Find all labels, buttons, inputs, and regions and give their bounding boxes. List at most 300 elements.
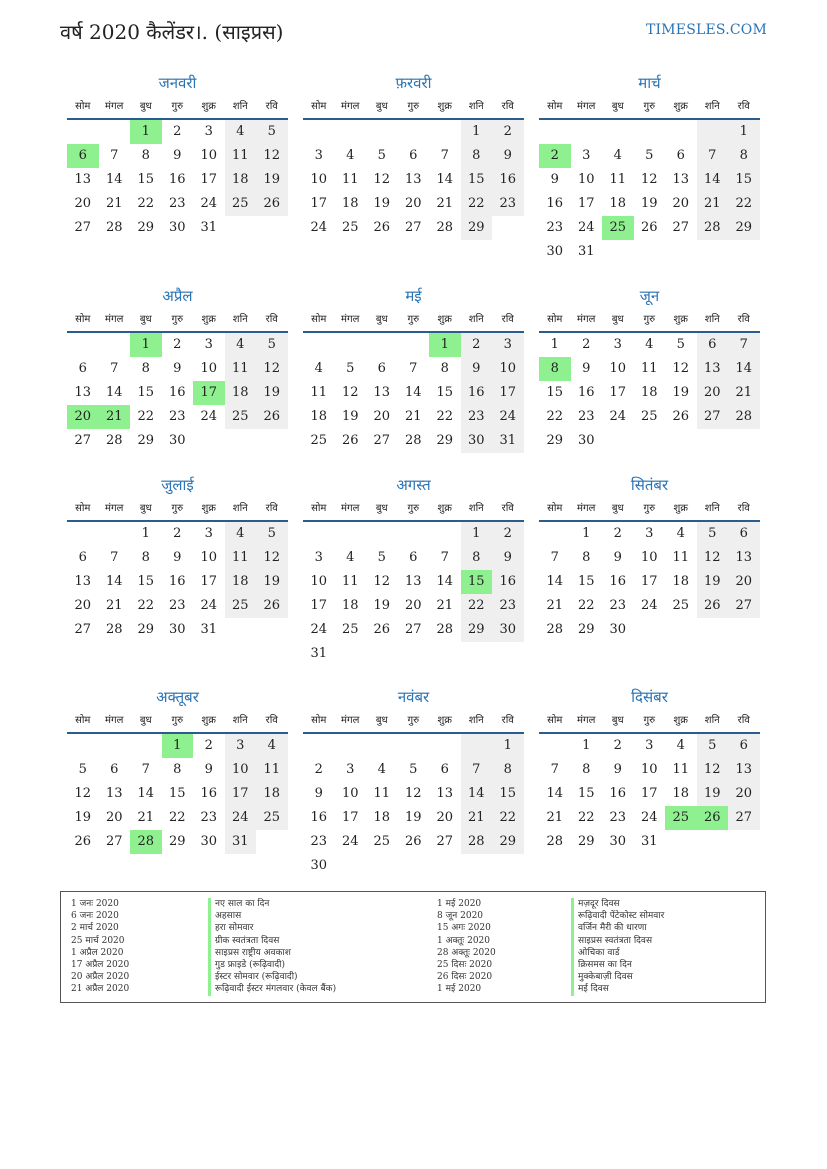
weekday-label: रवि	[265, 715, 278, 726]
day-cell: 12	[404, 786, 422, 801]
day-cell: 24	[225, 806, 257, 830]
day-cell: 28	[436, 622, 454, 637]
day-cell: 28	[105, 622, 123, 637]
day-cell: 24	[341, 834, 359, 849]
weekday-label: शनि	[704, 101, 720, 112]
day-cell: 31	[640, 834, 658, 849]
day-cell: 2	[492, 522, 524, 546]
day-cell: 6	[78, 550, 87, 565]
day-cell: 10	[310, 574, 328, 589]
day-cell: 6	[440, 762, 449, 777]
weekday-label: शनि	[704, 715, 720, 726]
day-cell: 28	[546, 834, 564, 849]
weekday-label: शनि	[468, 715, 484, 726]
day-empty	[366, 734, 398, 758]
day-cell: 5	[409, 762, 418, 777]
day-cell: 11	[310, 385, 328, 400]
day-cell: 11	[672, 550, 690, 565]
day-empty	[130, 734, 162, 758]
day-cell: 31	[200, 220, 218, 235]
legend-item: ईस्टर सोमवार (रूढ़िवादी)	[208, 971, 408, 983]
legend-item: साइप्रस स्वतंत्रता दिवस	[571, 935, 771, 947]
day-cell: 10	[492, 357, 524, 381]
day-cell-holiday: 26	[697, 806, 729, 830]
day-cell: 27	[74, 433, 92, 448]
day-cell: 16	[168, 385, 186, 400]
day-cell: 29	[137, 220, 155, 235]
day-cell: 16	[609, 786, 627, 801]
day-cell: 13	[74, 172, 92, 187]
weekday-label: मंगल	[341, 314, 360, 325]
day-cell: 13	[436, 786, 454, 801]
day-cell: 9	[461, 357, 493, 381]
day-cell: 10	[640, 762, 658, 777]
weekday-header	[303, 498, 524, 522]
day-cell: 29	[436, 433, 454, 448]
weekday-label: शुक्र	[437, 314, 452, 325]
holiday-legend	[60, 891, 766, 1003]
weekday-label: बुध	[139, 503, 152, 514]
day-cell: 20	[404, 196, 422, 211]
weekday-label: गुरु	[643, 314, 656, 325]
legend-item: मुक्केबाज़ी दिवस	[571, 971, 771, 983]
weekday-label: रवि	[737, 314, 750, 325]
weekday-label: गुरु	[643, 101, 656, 112]
day-cell: 13	[728, 546, 760, 570]
day-empty	[335, 120, 367, 144]
day-cell: 27	[373, 433, 391, 448]
day-cell: 30	[168, 220, 186, 235]
weekday-label: मंगल	[577, 101, 596, 112]
day-cell: 25	[225, 192, 257, 216]
day-cell: 14	[728, 357, 760, 381]
month-block	[303, 684, 524, 878]
legend-item: 26 दिसः 2020	[437, 972, 493, 983]
day-cell: 1	[492, 734, 524, 758]
day-cell: 15	[137, 172, 155, 187]
day-cell: 28	[461, 830, 493, 854]
day-cell: 26	[404, 834, 422, 849]
day-cell: 2	[173, 124, 182, 139]
day-cell: 24	[200, 598, 218, 613]
day-cell: 13	[74, 574, 92, 589]
day-cell: 3	[492, 333, 524, 357]
day-cell: 10	[577, 172, 595, 187]
day-empty	[429, 522, 461, 546]
weekday-label: शनि	[704, 314, 720, 325]
day-cell: 26	[256, 405, 288, 429]
day-cell: 2	[613, 526, 622, 541]
weekday-label: शुक्र	[201, 715, 216, 726]
day-cell: 9	[204, 762, 213, 777]
day-empty	[335, 522, 367, 546]
day-cell: 21	[546, 598, 564, 613]
weekday-label: रवि	[501, 314, 514, 325]
day-cell: 3	[582, 148, 591, 163]
weekday-label: बुध	[139, 314, 152, 325]
day-cell: 8	[582, 550, 591, 565]
day-empty	[429, 734, 461, 758]
legend-item: रूढ़िवादी पेंटेकोस्ट सोमवार	[571, 910, 771, 922]
month-name: मार्च	[638, 74, 661, 92]
day-empty	[303, 333, 335, 357]
day-cell: 27	[404, 622, 422, 637]
day-cell: 8	[141, 361, 150, 376]
day-empty	[539, 522, 571, 546]
day-cell: 14	[436, 574, 454, 589]
weekday-header	[303, 710, 524, 734]
day-cell: 18	[672, 574, 690, 589]
day-cell: 25	[225, 594, 257, 618]
day-cell-holiday: 1	[130, 120, 162, 144]
weekday-label: मंगल	[577, 715, 596, 726]
weekday-label: शुक्र	[437, 715, 452, 726]
day-cell: 12	[373, 574, 391, 589]
day-cell: 19	[672, 385, 690, 400]
weekday-label: शुक्र	[201, 503, 216, 514]
legend-item: नए साल का दिन	[208, 898, 408, 910]
day-cell: 8	[461, 546, 493, 570]
day-cell: 26	[697, 594, 729, 618]
weekday-label: गुरु	[171, 715, 184, 726]
day-cell: 23	[168, 196, 186, 211]
day-cell: 20	[74, 598, 92, 613]
day-cell: 21	[728, 381, 760, 405]
day-cell: 16	[609, 574, 627, 589]
day-cell: 24	[492, 405, 524, 429]
day-cell: 7	[440, 148, 449, 163]
day-cell: 16	[546, 196, 564, 211]
day-empty	[67, 120, 99, 144]
day-cell: 22	[137, 196, 155, 211]
day-cell: 20	[672, 196, 690, 211]
day-cell: 14	[461, 782, 493, 806]
day-cell: 27	[728, 594, 760, 618]
day-cell: 12	[256, 144, 288, 168]
day-cell: 12	[256, 357, 288, 381]
legend-item: 15 अगः 2020	[437, 923, 491, 934]
day-cell: 9	[173, 148, 182, 163]
day-cell: 7	[141, 762, 150, 777]
day-cell-holiday: 1	[429, 333, 461, 357]
day-cell: 19	[373, 598, 391, 613]
day-cell: 14	[105, 574, 123, 589]
day-cell: 4	[256, 734, 288, 758]
month-block	[303, 283, 524, 453]
day-cell: 10	[310, 172, 328, 187]
weekday-label: बुध	[139, 715, 152, 726]
month-block	[303, 70, 524, 240]
day-cell: 7	[697, 144, 729, 168]
day-cell: 3	[346, 762, 355, 777]
weekday-label: सोम	[547, 715, 563, 726]
month-name: जुलाई	[161, 476, 194, 494]
weekday-label: शनि	[704, 503, 720, 514]
day-grid	[539, 333, 760, 453]
day-empty	[67, 734, 99, 758]
day-cell: 15	[168, 786, 186, 801]
day-empty	[366, 522, 398, 546]
day-cell: 16	[168, 574, 186, 589]
day-cell: 11	[373, 786, 391, 801]
day-cell: 30	[577, 433, 595, 448]
day-cell: 1	[461, 120, 493, 144]
weekday-label: मंगल	[577, 503, 596, 514]
weekday-label: शुक्र	[437, 503, 452, 514]
day-cell: 17	[577, 196, 595, 211]
day-cell: 22	[168, 810, 186, 825]
day-cell: 4	[676, 526, 685, 541]
day-cell: 25	[640, 409, 658, 424]
day-cell: 6	[409, 550, 418, 565]
weekday-header	[303, 309, 524, 333]
weekday-label: सोम	[311, 101, 327, 112]
day-cell: 1	[582, 526, 591, 541]
day-grid	[303, 333, 524, 453]
weekday-header	[539, 309, 760, 333]
day-cell: 22	[461, 192, 493, 216]
day-cell: 29	[461, 216, 493, 240]
day-cell: 12	[640, 172, 658, 187]
day-cell: 29	[461, 618, 493, 642]
day-cell: 28	[697, 216, 729, 240]
day-cell: 11	[609, 172, 627, 187]
day-cell: 27	[105, 834, 123, 849]
day-cell: 30	[461, 429, 493, 453]
day-cell: 4	[225, 522, 257, 546]
day-cell: 8	[492, 758, 524, 782]
day-cell: 12	[341, 385, 359, 400]
day-cell: 3	[204, 337, 213, 352]
day-cell: 6	[409, 148, 418, 163]
site-link[interactable]: TIMESLES.COM	[646, 22, 767, 38]
day-cell: 19	[697, 570, 729, 594]
day-cell: 17	[609, 385, 627, 400]
day-cell: 4	[314, 361, 323, 376]
day-cell: 5	[645, 148, 654, 163]
weekday-label: रवि	[737, 715, 750, 726]
day-cell: 12	[697, 758, 729, 782]
day-grid	[67, 120, 288, 240]
day-cell: 4	[225, 120, 257, 144]
weekday-label: शुक्र	[673, 101, 688, 112]
day-cell: 8	[141, 148, 150, 163]
day-cell: 5	[377, 148, 386, 163]
legend-item: 25 दिसः 2020	[437, 959, 493, 970]
day-cell: 9	[550, 172, 559, 187]
day-cell: 15	[577, 786, 595, 801]
day-cell: 5	[256, 333, 288, 357]
day-cell: 28	[105, 220, 123, 235]
weekday-label: रवि	[265, 503, 278, 514]
month-name: मई	[405, 287, 422, 305]
day-cell: 22	[728, 192, 760, 216]
day-cell: 16	[168, 172, 186, 187]
day-cell: 25	[341, 220, 359, 235]
weekday-label: शुक्र	[673, 314, 688, 325]
day-cell: 26	[341, 433, 359, 448]
day-cell: 18	[373, 810, 391, 825]
day-cell: 10	[640, 550, 658, 565]
day-grid	[539, 522, 760, 642]
day-cell: 11	[672, 762, 690, 777]
day-cell: 14	[546, 786, 564, 801]
day-grid	[303, 522, 524, 666]
day-cell: 3	[613, 337, 622, 352]
day-cell: 29	[168, 834, 186, 849]
day-cell: 13	[672, 172, 690, 187]
month-block	[539, 472, 760, 642]
month-block	[67, 283, 288, 453]
weekday-label: रवि	[501, 715, 514, 726]
day-cell: 13	[373, 385, 391, 400]
page-title: वर्ष 2020 कैलेंडर।. (साइप्रस)	[60, 20, 284, 44]
day-cell: 23	[546, 220, 564, 235]
day-cell: 5	[256, 120, 288, 144]
day-cell: 5	[346, 361, 355, 376]
day-cell: 10	[341, 786, 359, 801]
weekday-label: बुध	[375, 503, 388, 514]
day-cell: 7	[461, 758, 493, 782]
weekday-label: शुक्र	[201, 101, 216, 112]
day-cell: 23	[200, 810, 218, 825]
month-block	[539, 684, 760, 854]
legend-item: 28 अक्तूः 2020	[437, 947, 496, 958]
day-grid	[67, 522, 288, 642]
weekday-label: शनि	[468, 314, 484, 325]
day-cell: 26	[640, 220, 658, 235]
day-cell: 31	[492, 429, 524, 453]
day-cell: 12	[74, 786, 92, 801]
month-name: नवंबर	[397, 688, 430, 706]
weekday-label: गुरु	[171, 503, 184, 514]
weekday-label: सोम	[547, 101, 563, 112]
day-cell: 7	[550, 762, 559, 777]
day-cell: 16	[310, 810, 328, 825]
weekday-label: रवि	[737, 503, 750, 514]
day-cell: 17	[310, 196, 328, 211]
day-cell: 14	[105, 172, 123, 187]
weekday-label: बुध	[611, 314, 624, 325]
day-cell: 15	[492, 782, 524, 806]
weekday-label: गुरु	[643, 503, 656, 514]
day-cell: 29	[492, 830, 524, 854]
weekday-label: गुरु	[407, 503, 420, 514]
day-empty	[67, 522, 99, 546]
weekday-label: गुरु	[407, 314, 420, 325]
day-cell: 30	[310, 858, 328, 873]
legend-col1-names	[208, 898, 408, 996]
weekday-header	[539, 96, 760, 120]
weekday-label: शनि	[232, 314, 248, 325]
day-cell: 5	[697, 522, 729, 546]
day-cell: 12	[697, 546, 729, 570]
month-block	[67, 684, 288, 854]
day-cell: 9	[492, 546, 524, 570]
day-empty	[539, 734, 571, 758]
day-cell: 23	[461, 405, 493, 429]
day-cell: 12	[672, 361, 690, 376]
day-cell: 3	[645, 738, 654, 753]
day-cell-holiday: 15	[461, 570, 493, 594]
day-cell: 4	[676, 738, 685, 753]
day-cell: 3	[204, 124, 213, 139]
day-cell: 24	[640, 810, 658, 825]
weekday-label: सोम	[311, 715, 327, 726]
legend-item: 25 मार्च 2020	[71, 935, 125, 946]
weekday-label: सोम	[75, 503, 91, 514]
day-empty	[67, 333, 99, 357]
day-cell: 16	[577, 385, 595, 400]
legend-item: 1 मई 2020	[437, 984, 482, 995]
day-cell-holiday: 25	[602, 216, 634, 240]
day-cell: 26	[256, 594, 288, 618]
legend-col2-dates	[437, 898, 577, 996]
day-cell: 14	[105, 385, 123, 400]
weekday-header	[539, 710, 760, 734]
day-cell: 22	[137, 409, 155, 424]
day-grid	[539, 120, 760, 264]
day-cell: 7	[409, 361, 418, 376]
day-cell: 24	[310, 622, 328, 637]
legend-item: 1 मई 2020	[437, 899, 482, 909]
day-cell: 9	[492, 144, 524, 168]
day-cell: 22	[577, 810, 595, 825]
day-cell: 10	[200, 361, 218, 376]
day-cell: 2	[582, 337, 591, 352]
day-cell: 2	[173, 526, 182, 541]
day-cell: 20	[697, 381, 729, 405]
weekday-label: शनि	[232, 101, 248, 112]
legend-col2-names	[571, 898, 771, 996]
day-cell: 23	[168, 598, 186, 613]
weekday-label: बुध	[375, 314, 388, 325]
day-cell: 17	[225, 782, 257, 806]
day-grid	[67, 333, 288, 453]
day-cell: 9	[582, 361, 591, 376]
day-cell: 19	[404, 810, 422, 825]
day-cell: 22	[492, 806, 524, 830]
day-cell: 15	[137, 574, 155, 589]
weekday-label: सोम	[547, 314, 563, 325]
day-cell-holiday: 6	[67, 144, 99, 168]
weekday-label: गुरु	[171, 314, 184, 325]
day-cell: 5	[377, 550, 386, 565]
day-empty	[99, 333, 131, 357]
day-cell: 22	[137, 598, 155, 613]
day-cell: 15	[577, 574, 595, 589]
day-cell: 20	[373, 409, 391, 424]
day-cell: 29	[577, 622, 595, 637]
weekday-label: गुरु	[643, 715, 656, 726]
day-cell: 18	[609, 196, 627, 211]
day-cell: 24	[200, 409, 218, 424]
day-cell: 27	[436, 834, 454, 849]
day-cell: 11	[225, 546, 257, 570]
weekday-label: रवि	[501, 101, 514, 112]
day-empty	[99, 734, 131, 758]
day-cell-holiday: 1	[162, 734, 194, 758]
day-cell: 1	[141, 526, 150, 541]
day-cell: 5	[676, 337, 685, 352]
weekday-label: बुध	[611, 503, 624, 514]
day-cell: 27	[728, 806, 760, 830]
day-cell: 6	[676, 148, 685, 163]
day-empty	[303, 120, 335, 144]
day-cell: 3	[314, 550, 323, 565]
day-cell: 23	[577, 409, 595, 424]
day-cell: 20	[404, 598, 422, 613]
